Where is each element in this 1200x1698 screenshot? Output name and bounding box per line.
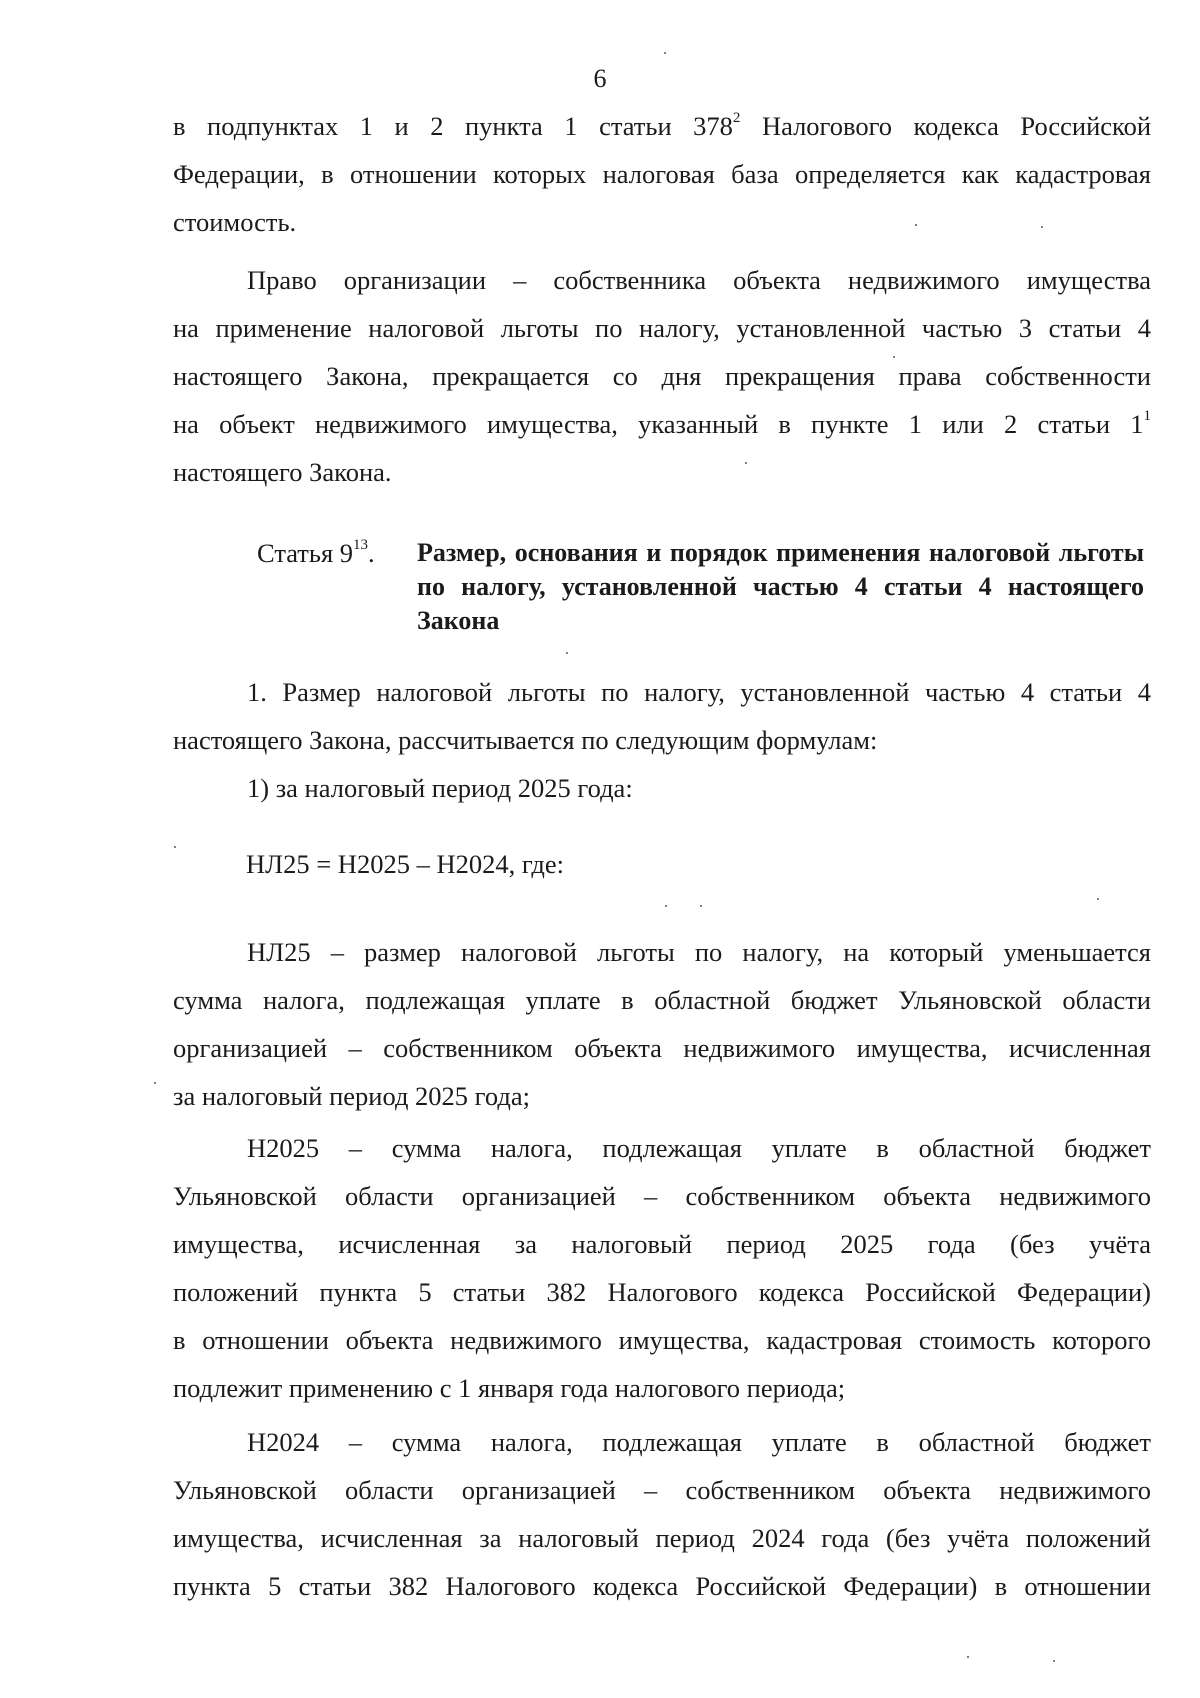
definition-3-line-1: Н2024 – сумма налога, подлежащая уплате в областной бюджет	[247, 1427, 1151, 1457]
superscript: 2	[732, 110, 741, 126]
scan-speck	[174, 846, 176, 848]
definition-3-line-4: пункта 5 статьи 382 Налогового кодекса Российской Федерации) в отношении	[173, 1571, 1151, 1601]
text-run: на объект недвижимого имущества, указанный в пункте 1 или 2 статьи 1	[173, 409, 1144, 439]
formula: НЛ25 = Н2025 – Н2024, где:	[246, 849, 564, 879]
scan-speck	[915, 224, 917, 226]
definition-1-line-3: организацией – собственником объекта недвижимого имущества, исчисленная	[173, 1033, 1151, 1063]
paragraph-2-line-3: настоящего Закона, прекращается со дня прекращения права собственности	[173, 361, 1151, 391]
superscript: 1	[1143, 408, 1151, 424]
scan-speck	[665, 905, 667, 907]
definition-2-line-2: Ульяновской области организацией – собственником объекта недвижимого	[173, 1181, 1151, 1211]
article-title: Размер, основания и порядок применения налоговой льготы по налогу, установленной частью 4 статьи 4 настоящего Закона	[417, 538, 1144, 635]
definition-2-line-3: имущества, исчисленная за налоговый период 2025 года (без учёта	[173, 1229, 1151, 1259]
scan-speck	[664, 52, 666, 54]
scan-speck	[700, 905, 702, 907]
scan-speck	[1041, 226, 1043, 228]
text-run: Налогового кодекса Российской	[740, 111, 1151, 141]
definition-1-line-4: за налоговый период 2025 года;	[173, 1081, 530, 1111]
paragraph-1-line-1	[173, 102, 1151, 150]
definition-1-line-1: НЛ25 – размер налоговой льготы по налогу, на который уменьшается	[247, 937, 1151, 967]
paragraph-3-line-2: настоящего Закона, рассчитывается по следующим формулам:	[173, 725, 878, 755]
paragraph-2-line-2: на применение налоговой льготы по налогу, установленной частью 3 статьи 4	[173, 313, 1151, 343]
scan-speck	[566, 652, 568, 654]
definition-3-line-3: имущества, исчисленная за налоговый период 2024 года (без учёта положений	[173, 1523, 1151, 1553]
paragraph-2-line-1: Право организации – собственника объекта недвижимого имущества	[247, 265, 1151, 295]
text-run: Статья 9	[257, 538, 354, 568]
scan-speck	[967, 1656, 969, 1658]
paragraph-4: 1) за налоговый период 2025 года:	[247, 773, 633, 803]
scan-speck	[893, 356, 895, 358]
paragraph-2-line-5: настоящего Закона.	[173, 457, 392, 487]
text-run: в подпунктах 1 и 2 пункта 1 статьи 378	[173, 111, 733, 141]
paragraph-2-line-4	[173, 400, 1151, 448]
scan-speck	[745, 462, 747, 464]
text-run: .	[368, 538, 375, 568]
superscript: 13	[353, 537, 369, 553]
definition-2-line-4: положений пункта 5 статьи 382 Налогового кодекса Российской Федерации)	[173, 1277, 1151, 1307]
definition-1-line-2: сумма налога, подлежащая уплате в областной бюджет Ульяновской области	[173, 985, 1151, 1015]
scan-speck	[154, 1082, 156, 1084]
scan-speck	[1097, 898, 1099, 900]
definition-2-line-5: в отношении объекта недвижимого имущества, кадастровая стоимость которого	[173, 1325, 1151, 1355]
paragraph-1-line-3: стоимость.	[173, 207, 297, 237]
definition-2-line-6: подлежит применению с 1 января года налогового периода;	[173, 1373, 846, 1403]
paragraph-1-line-2: Федерации, в отношении которых налоговая база определяется как кадастровая	[173, 159, 1151, 189]
scan-speck	[1053, 1660, 1055, 1662]
definition-2-line-1: Н2025 – сумма налога, подлежащая уплате в областной бюджет	[247, 1133, 1151, 1163]
page-number: 6	[593, 64, 607, 93]
article-label	[257, 536, 375, 570]
paragraph-3-line-1: 1. Размер налоговой льготы по налогу, установленной частью 4 статьи 4	[247, 677, 1151, 707]
definition-3-line-2: Ульяновской области организацией – собственником объекта недвижимого	[173, 1475, 1151, 1505]
